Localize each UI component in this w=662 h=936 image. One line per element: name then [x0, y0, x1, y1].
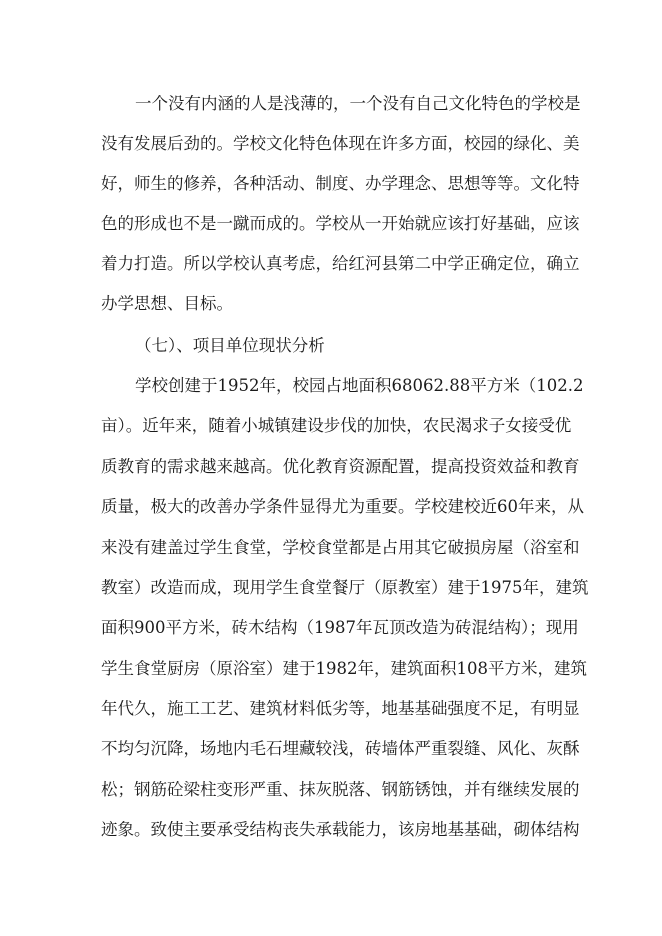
paragraph-line: 好，师生的修养，各种活动、制度、办学理念、思想等等。文化特: [101, 174, 580, 193]
paragraph-line: 迹象。致使主要承受结构丧失承载能力，该房地基基础，砌体结构: [101, 820, 580, 839]
paragraph-line: 松；钢筋砼梁柱变形严重、抹灰脱落、钢筋锈蚀，并有继续发展的: [101, 780, 580, 799]
paragraph-line: 学校创建于1952年，校园占地面积68062.88平方米（102.2: [135, 376, 584, 395]
section-heading: （七）、项目单位现状分析: [135, 336, 325, 355]
paragraph-line: 教室）改造而成，现用学生食堂餐厅（原教室）建于1975年，建筑: [101, 578, 589, 597]
paragraph-line: 学生食堂厨房（原浴室）建于1982年，建筑面积108平方米，建筑: [101, 659, 587, 678]
paragraph-line: 一个没有内涵的人是浅薄的，一个没有自己文化特色的学校是: [135, 94, 581, 113]
paragraph-line: 质量，极大的改善办学条件显得尤为重要。学校建校近60年来，从: [101, 497, 584, 516]
paragraph-line: 色的形成也不是一蹴而成的。学校从一开始就应该打好基础，应该: [101, 214, 580, 233]
paragraph-line: 没有发展后劲的。学校文化特色体现在许多方面，校园的绿化、美: [101, 134, 580, 153]
paragraph-line: 着力打造。所以学校认真考虑，给红河县第二中学正确定位，确立: [101, 254, 580, 273]
paragraph-line: 办学思想、目标。: [101, 294, 233, 313]
paragraph-line: 不均匀沉降，场地内毛石埋藏较浅，砖墙体严重裂缝、风化、灰酥: [101, 739, 580, 758]
paragraph-line: 来没有建盖过学生食堂，学校食堂都是占用其它破损房屋（浴室和: [101, 538, 580, 557]
paragraph-line: 面积900平方米，砖木结构（1987年瓦顶改造为砖混结构）；现用: [101, 618, 579, 637]
paragraph-line: 质教育的需求越来越高。优化教育资源配置，提高投资效益和教育: [101, 457, 580, 476]
paragraph-line: 年代久，施工工艺、建筑材料低劣等，地基基础强度不足，有明显: [101, 699, 580, 718]
paragraph-line: 亩）。近年来，随着小城镇建设步伐的加快，农民渴求子女接受优: [101, 416, 572, 435]
